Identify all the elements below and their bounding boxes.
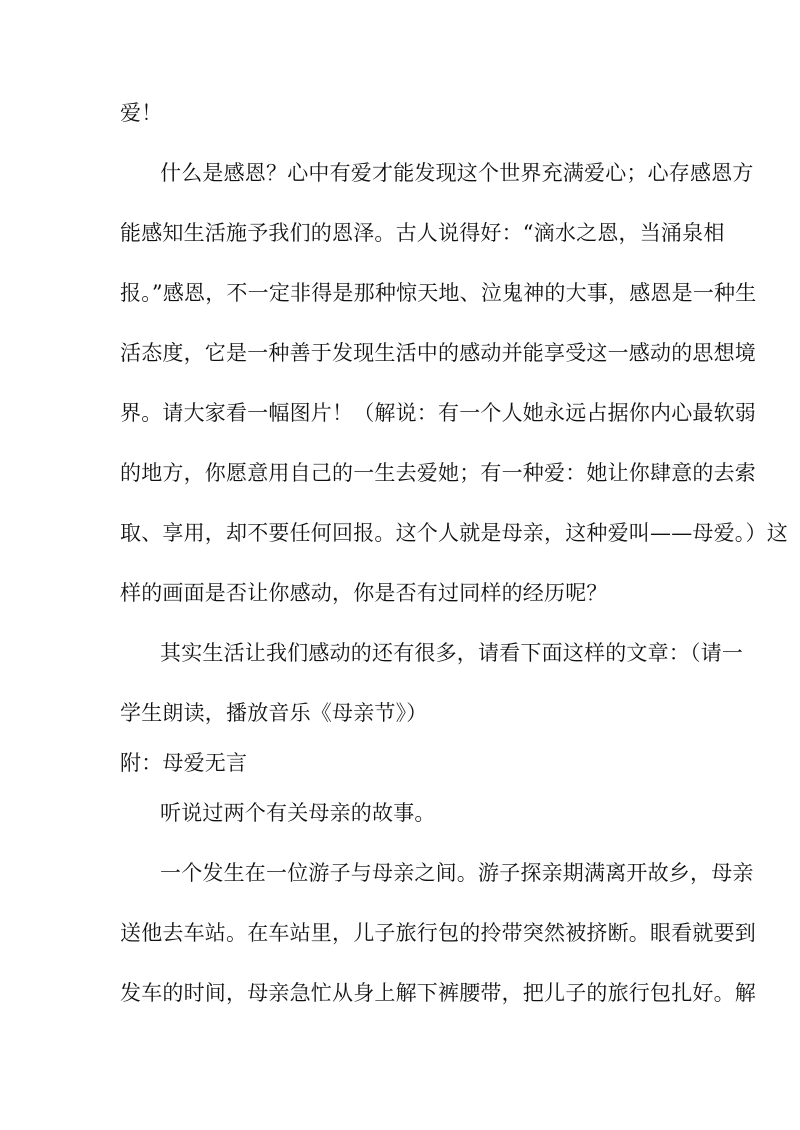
text-line: 报。”感恩，不一定非得是那种惊天地、泣鬼神的大事，感恩是一种生: [120, 281, 757, 305]
text-line: 送他去车站。在车站里，儿子旅行包的拎带突然被挤断。眼看就要到: [120, 921, 756, 945]
text-line: 一个发生在一位游子与母亲之间。游子探亲期满离开故乡，母亲: [160, 861, 754, 885]
appendix-title: 附：母爱无言: [120, 751, 248, 775]
text-line: 听说过两个有关母亲的故事。: [160, 801, 436, 825]
text-line: 样的画面是否让你感动，你是否有过同样的经历呢？: [120, 581, 608, 605]
text-line: 取、享用，却不要任何回报。这个人就是母亲，这种爱叫——母爱。）这: [120, 521, 788, 545]
text-line: 什么是感恩？心中有爱才能发现这个世界充满爱心；心存感恩方: [160, 161, 754, 185]
text-line: 学生朗读，播放音乐《母亲节》）: [120, 701, 428, 725]
text-line: 界。请大家看一幅图片！（解说：有一个人她永远占据你内心最软弱: [120, 401, 756, 425]
text-line: 能感知生活施予我们的恩泽。古人说得好：“滴水之恩，当涌泉相: [120, 221, 725, 245]
text-line: 活态度，它是一种善于发现生活中的感动并能享受这一感动的思想境: [120, 341, 756, 365]
text-line: 的地方，你愿意用自己的一生去爱她；有一种爱：她让你肆意的去索: [120, 461, 756, 485]
text-line: 其实生活让我们感动的还有很多，请看下面这样的文章：（请一: [160, 641, 744, 665]
text-line: 发车的时间，母亲急忙从身上解下裤腰带，把儿子的旅行包扎好。解: [120, 981, 756, 1005]
text-line: 爱！: [120, 101, 163, 125]
